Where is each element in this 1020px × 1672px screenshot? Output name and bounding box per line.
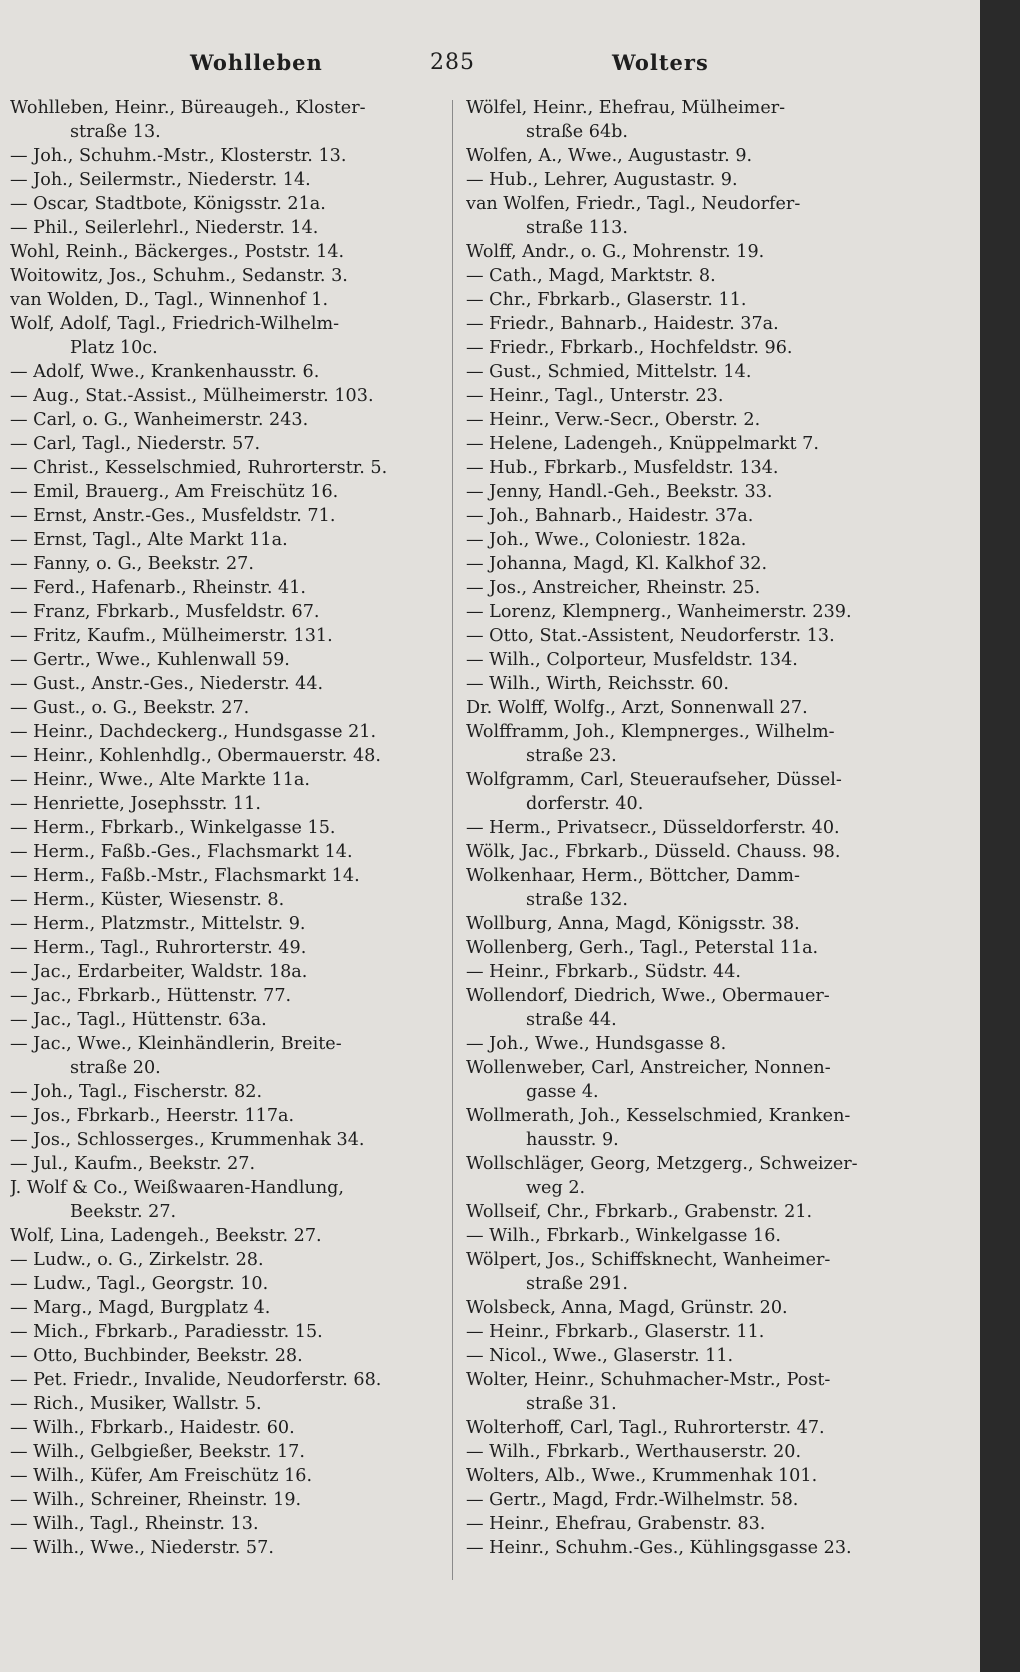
directory-entry: — Herm., Platzmstr., Mittelstr. 9. — [10, 914, 306, 934]
entry-continuation: dorferstr. 40. — [526, 794, 644, 814]
left-column — [10, 96, 435, 1560]
directory-entry: — Gertr., Magd, Frdr.-Wilhelmstr. 58. — [466, 1490, 799, 1510]
directory-entry: Wolfframm, Joh., Klempnerges., Wilhelm- — [466, 722, 835, 742]
directory-entry: — Adolf, Wwe., Krankenhausstr. 6. — [10, 362, 320, 382]
directory-entry: — Nicol., Wwe., Glaserstr. 11. — [466, 1346, 734, 1366]
directory-entry: — Henriette, Josephsstr. 11. — [10, 794, 261, 814]
directory-entry: van Wolfen, Friedr., Tagl., Neudorfer- — [466, 194, 801, 214]
directory-entry: — Aug., Stat.-Assist., Mülheimerstr. 103. — [10, 386, 374, 406]
directory-entry: — Friedr., Bahnarb., Haidestr. 37a. — [466, 314, 779, 334]
directory-entry: — Jac., Erdarbeiter, Waldstr. 18a. — [10, 962, 308, 982]
directory-entry: — Otto, Buchbinder, Beekstr. 28. — [10, 1346, 303, 1366]
directory-entry: — Wilh., Fbrkarb., Winkelgasse 16. — [466, 1226, 782, 1246]
directory-entry: Wolterhoff, Carl, Tagl., Ruhrorterstr. 47. — [466, 1418, 825, 1438]
directory-entry: — Mich., Fbrkarb., Paradiesstr. 15. — [10, 1322, 323, 1342]
directory-entry: — Heinr., Tagl., Unterstr. 23. — [466, 386, 724, 406]
directory-entry: — Jul., Kaufm., Beekstr. 27. — [10, 1154, 256, 1174]
directory-entry: — Wilh., Tagl., Rheinstr. 13. — [10, 1514, 259, 1534]
directory-entry: — Ernst, Tagl., Alte Markt 11a. — [10, 530, 288, 550]
entry-continuation: Platz 10c. — [70, 338, 158, 358]
directory-entry: — Heinr., Verw.-Secr., Oberstr. 2. — [466, 410, 761, 430]
entry-continuation: straße 31. — [526, 1394, 617, 1414]
directory-entry: — Helene, Ladengeh., Knüppelmarkt 7. — [466, 434, 819, 454]
directory-entry: — Heinr., Wwe., Alte Markte 11a. — [10, 770, 311, 790]
directory-entry: — Wilh., Wirth, Reichsstr. 60. — [466, 674, 729, 694]
entry-continuation: straße 20. — [70, 1058, 161, 1078]
page-edge-right — [980, 0, 1020, 1672]
directory-entry: — Herm., Faßb.-Mstr., Flachsmarkt 14. — [10, 866, 360, 886]
directory-entry: — Carl, o. G., Wanheimerstr. 243. — [10, 410, 309, 430]
directory-entry: — Christ., Kesselschmied, Ruhrorterstr. 5. — [10, 458, 388, 478]
entry-continuation: gasse 4. — [526, 1082, 599, 1102]
directory-entry: — Chr., Fbrkarb., Glaserstr. 11. — [466, 290, 747, 310]
entry-continuation: straße 132. — [526, 890, 628, 910]
directory-entry: Wollendorf, Diedrich, Wwe., Obermauer- — [466, 986, 830, 1006]
entry-continuation: weg 2. — [526, 1178, 586, 1198]
directory-entry: Wölpert, Jos., Schiffsknecht, Wanheimer- — [466, 1250, 831, 1270]
directory-entry: — Heinr., Kohlenhdlg., Obermauerstr. 48. — [10, 746, 381, 766]
directory-entry: — Pet. Friedr., Invalide, Neudorferstr. 68. — [10, 1370, 382, 1390]
directory-entry: van Wolden, D., Tagl., Winnenhof 1. — [10, 290, 329, 310]
directory-entry: Wollseif, Chr., Fbrkarb., Grabenstr. 21. — [466, 1202, 813, 1222]
directory-entry: — Heinr., Fbrkarb., Südstr. 44. — [466, 962, 742, 982]
directory-entry: — Herm., Faßb.-Ges., Flachsmarkt 14. — [10, 842, 353, 862]
directory-entry: — Herm., Tagl., Ruhrorterstr. 49. — [10, 938, 307, 958]
directory-entry: J. Wolf & Co., Weißwaaren-Handlung, — [10, 1178, 345, 1198]
directory-entry: Wölk, Jac., Fbrkarb., Düsseld. Chauss. 98. — [466, 842, 841, 862]
directory-entry: — Wilh., Schreiner, Rheinstr. 19. — [10, 1490, 302, 1510]
directory-entry: — Joh., Bahnarb., Haidestr. 37a. — [466, 506, 754, 526]
entry-continuation: straße 291. — [526, 1274, 628, 1294]
directory-entry: Wollmerath, Joh., Kesselschmied, Kranken- — [466, 1106, 851, 1126]
directory-entry: — Hub., Lehrer, Augustastr. 9. — [466, 170, 738, 190]
directory-entry: — Herm., Küster, Wiesenstr. 8. — [10, 890, 285, 910]
directory-entry: — Joh., Schuhm.-Mstr., Klosterstr. 13. — [10, 146, 347, 166]
directory-entry: — Joh., Wwe., Coloniestr. 182a. — [466, 530, 747, 550]
directory-entry: Wohlleben, Heinr., Büreaugeh., Kloster- — [10, 98, 366, 118]
directory-entry: Wollschläger, Georg, Metzgerg., Schweizer- — [466, 1154, 858, 1174]
directory-entry: — Otto, Stat.-Assistent, Neudorferstr. 13. — [466, 626, 835, 646]
directory-entry: Wohl, Reinh., Bäckerges., Poststr. 14. — [10, 242, 345, 262]
directory-entry: Dr. Wolff, Wolfg., Arzt, Sonnenwall 27. — [466, 698, 808, 718]
entry-continuation: straße 44. — [526, 1010, 617, 1030]
header-right-keyword: Wolters — [612, 50, 709, 75]
entry-continuation: straße 64b. — [526, 122, 628, 142]
directory-entry: — Jac., Tagl., Hüttenstr. 63a. — [10, 1010, 267, 1030]
directory-entry: — Joh., Seilermstr., Niederstr. 14. — [10, 170, 311, 190]
directory-entry: — Joh., Wwe., Hundsgasse 8. — [466, 1034, 727, 1054]
directory-entry: — Friedr., Fbrkarb., Hochfeldstr. 96. — [466, 338, 793, 358]
directory-entry: — Marg., Magd, Burgplatz 4. — [10, 1298, 271, 1318]
directory-entry: Wolfen, A., Wwe., Augustastr. 9. — [466, 146, 753, 166]
directory-entry: — Ludw., o. G., Zirkelstr. 28. — [10, 1250, 264, 1270]
directory-entry: — Johanna, Magd, Kl. Kalkhof 32. — [466, 554, 768, 574]
directory-entry: — Oscar, Stadtbote, Königsstr. 21a. — [10, 194, 326, 214]
directory-entry: — Ferd., Hafenarb., Rheinstr. 41. — [10, 578, 307, 598]
directory-entry: Wollburg, Anna, Magd, Königsstr. 38. — [466, 914, 800, 934]
entry-continuation: straße 113. — [526, 218, 628, 238]
directory-entry: — Heinr., Dachdeckerg., Hundsgasse 21. — [10, 722, 377, 742]
page-number: 285 — [430, 50, 475, 75]
directory-entry: — Heinr., Schuhm.-Ges., Kühlingsgasse 23. — [466, 1538, 852, 1558]
directory-entry: — Jac., Fbrkarb., Hüttenstr. 77. — [10, 986, 292, 1006]
directory-entry: — Cath., Magd, Marktstr. 8. — [466, 266, 716, 286]
column-divider — [452, 100, 453, 1580]
directory-entry: Wolters, Alb., Wwe., Krummenhak 101. — [466, 1466, 818, 1486]
directory-entry: Wolff, Andr., o. G., Mohrenstr. 19. — [466, 242, 765, 262]
directory-entry: Wolkenhaar, Herm., Böttcher, Damm- — [466, 866, 800, 886]
entry-continuation: hausstr. 9. — [526, 1130, 619, 1150]
directory-entry: Wolsbeck, Anna, Magd, Grünstr. 20. — [466, 1298, 788, 1318]
directory-entry: — Lorenz, Klempnerg., Wanheimerstr. 239. — [466, 602, 852, 622]
directory-entry: — Wilh., Colporteur, Musfeldstr. 134. — [466, 650, 798, 670]
directory-entry: Wollenweber, Carl, Anstreicher, Nonnen- — [466, 1058, 831, 1078]
directory-entry: — Ernst, Anstr.-Ges., Musfeldstr. 71. — [10, 506, 336, 526]
directory-entry: — Hub., Fbrkarb., Musfeldstr. 134. — [466, 458, 779, 478]
directory-entry: — Gust., o. G., Beekstr. 27. — [10, 698, 250, 718]
directory-entry: — Jenny, Handl.-Geh., Beekstr. 33. — [466, 482, 773, 502]
directory-entry: — Joh., Tagl., Fischerstr. 82. — [10, 1082, 263, 1102]
entry-continuation: Beekstr. 27. — [70, 1202, 177, 1222]
directory-entry: — Wilh., Fbrkarb., Werthauserstr. 20. — [466, 1442, 802, 1462]
directory-entry: Wolf, Lina, Ladengeh., Beekstr. 27. — [10, 1226, 322, 1246]
right-column — [466, 96, 986, 1560]
directory-entry: — Wilh., Fbrkarb., Haidestr. 60. — [10, 1418, 295, 1438]
directory-entry: — Jos., Anstreicher, Rheinstr. 25. — [466, 578, 761, 598]
page-header — [0, 44, 1020, 84]
directory-entry: — Heinr., Ehefrau, Grabenstr. 83. — [466, 1514, 766, 1534]
directory-entry: Wölfel, Heinr., Ehefrau, Mülheimer- — [466, 98, 786, 118]
directory-entry: Wolf, Adolf, Tagl., Friedrich-Wilhelm- — [10, 314, 340, 334]
directory-entry: — Gust., Anstr.-Ges., Niederstr. 44. — [10, 674, 324, 694]
directory-entry: Wolfgramm, Carl, Steueraufseher, Düssel- — [466, 770, 842, 790]
header-left-keyword: Wohlleben — [190, 50, 323, 75]
directory-entry: — Wilh., Wwe., Niederstr. 57. — [10, 1538, 274, 1558]
directory-entry: — Jos., Fbrkarb., Heerstr. 117a. — [10, 1106, 295, 1126]
directory-entry: — Jos., Schlosserges., Krummenhak 34. — [10, 1130, 365, 1150]
directory-entry: Woitowitz, Jos., Schuhm., Sedanstr. 3. — [10, 266, 348, 286]
directory-entry: — Rich., Musiker, Wallstr. 5. — [10, 1394, 262, 1414]
directory-entry: — Wilh., Gelbgießer, Beekstr. 17. — [10, 1442, 305, 1462]
directory-entry: Wollenberg, Gerh., Tagl., Peterstal 11a. — [466, 938, 819, 958]
directory-entry: — Franz, Fbrkarb., Musfeldstr. 67. — [10, 602, 320, 622]
directory-entry: — Heinr., Fbrkarb., Glaserstr. 11. — [466, 1322, 765, 1342]
directory-entry: — Fritz, Kaufm., Mülheimerstr. 131. — [10, 626, 333, 646]
directory-entry: — Fanny, o. G., Beekstr. 27. — [10, 554, 254, 574]
directory-entry: Wolter, Heinr., Schuhmacher-Mstr., Post- — [466, 1370, 831, 1390]
directory-entry: — Phil., Seilerlehrl., Niederstr. 14. — [10, 218, 319, 238]
directory-entry: — Gertr., Wwe., Kuhlenwall 59. — [10, 650, 290, 670]
directory-entry: — Carl, Tagl., Niederstr. 57. — [10, 434, 261, 454]
directory-entry: — Herm., Privatsecr., Düsseldorferstr. 40. — [466, 818, 840, 838]
directory-entry: — Gust., Schmied, Mittelstr. 14. — [466, 362, 752, 382]
directory-entry: — Emil, Brauerg., Am Freischütz 16. — [10, 482, 339, 502]
directory-entry: — Ludw., Tagl., Georgstr. 10. — [10, 1274, 269, 1294]
directory-entry: — Wilh., Küfer, Am Freischütz 16. — [10, 1466, 313, 1486]
directory-entry: — Herm., Fbrkarb., Winkelgasse 15. — [10, 818, 336, 838]
entry-continuation: straße 13. — [70, 122, 161, 142]
directory-entry: — Jac., Wwe., Kleinhändlerin, Breite- — [10, 1034, 342, 1054]
entry-continuation: straße 23. — [526, 746, 617, 766]
